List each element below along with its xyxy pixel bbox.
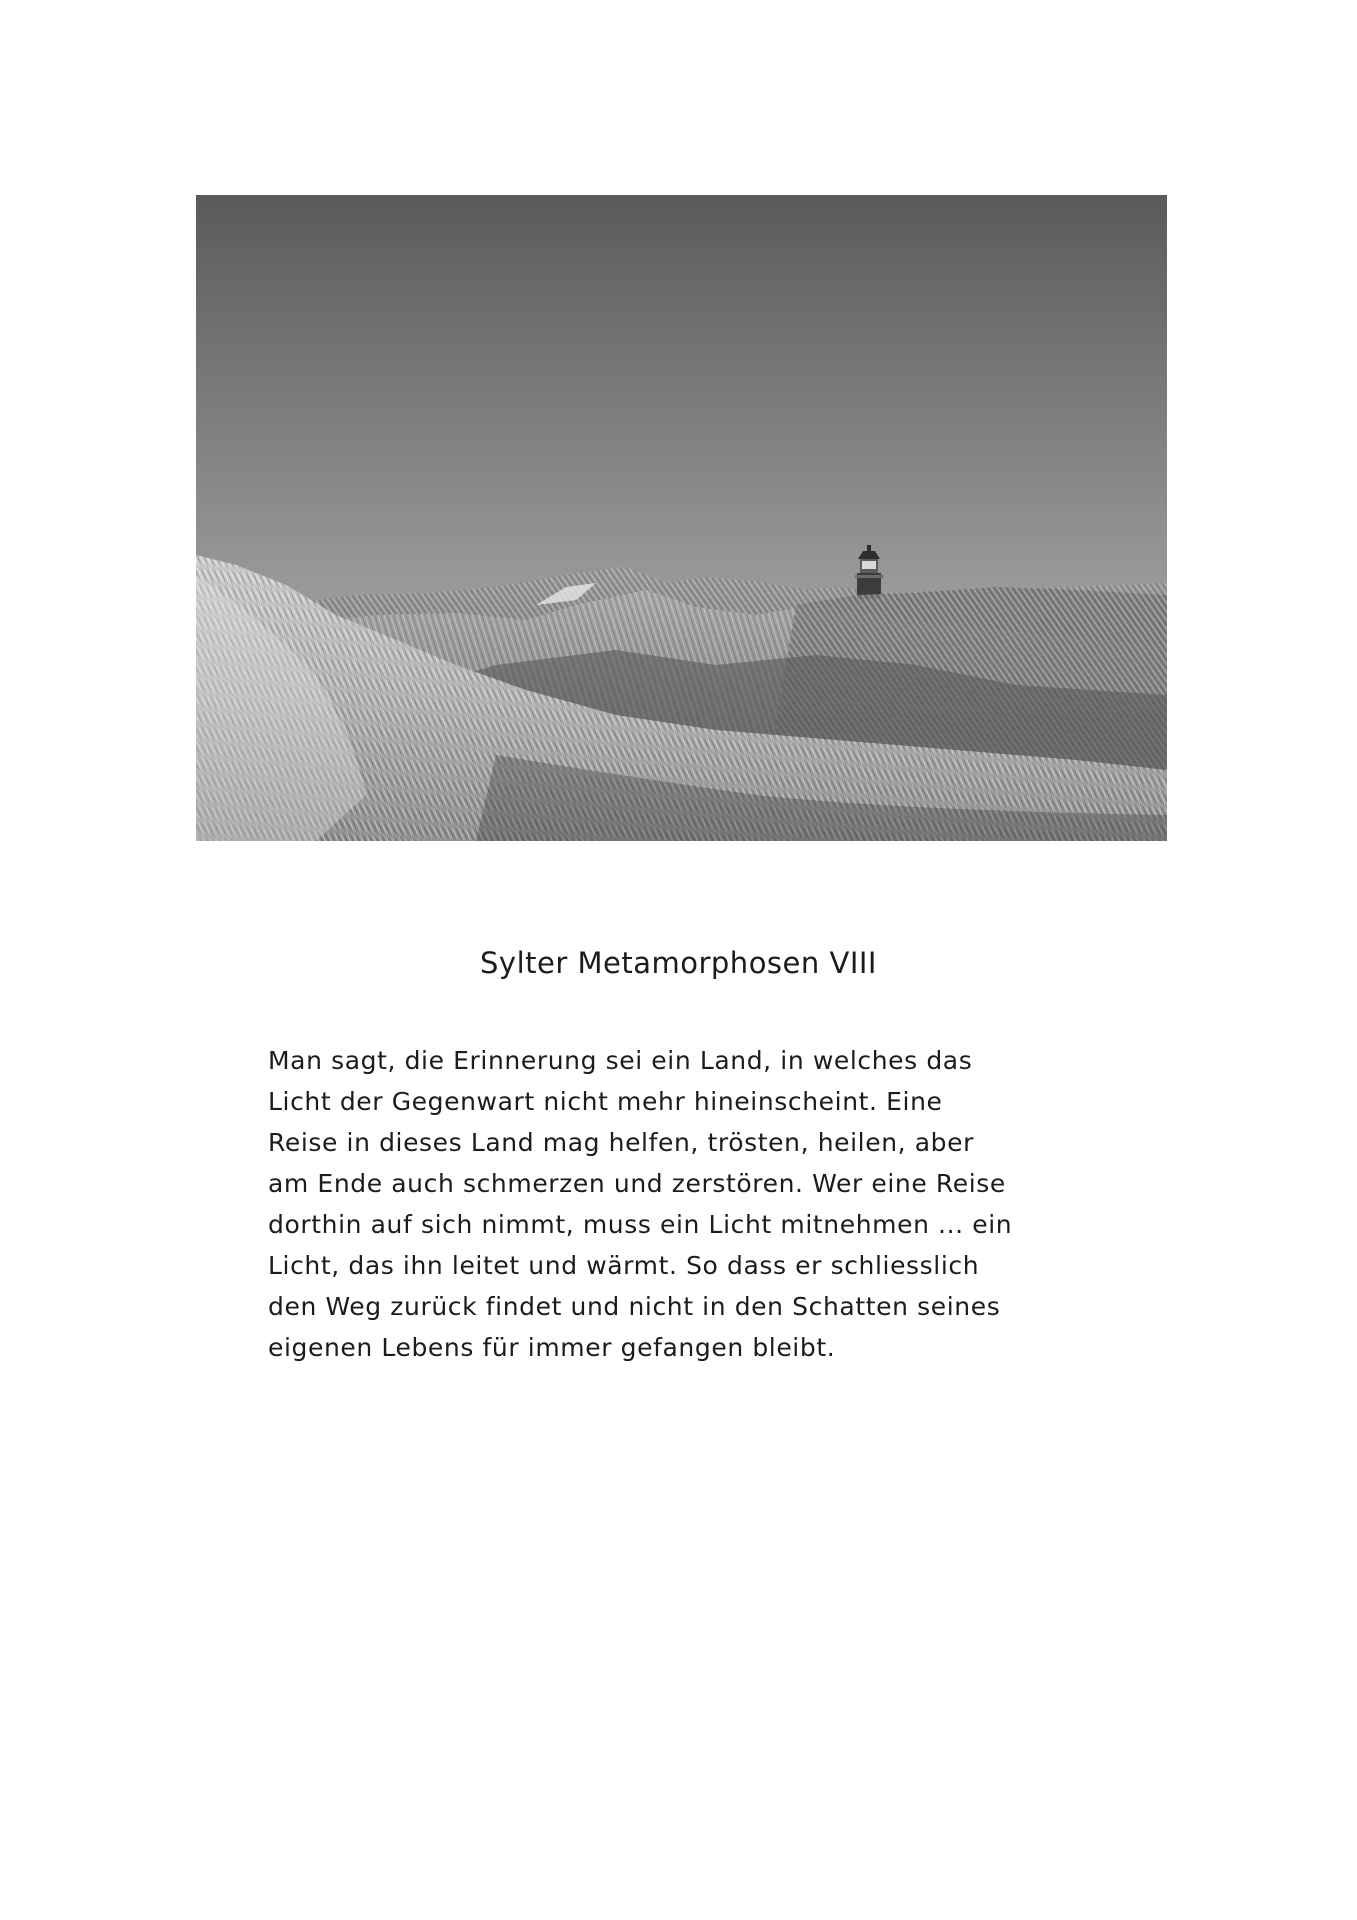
text-line: Man sagt, die Erinnerung sei ein Land, in welches das bbox=[268, 1046, 973, 1075]
page-title: Sylter Metamorphosen VIII bbox=[480, 946, 877, 980]
text-line: den Weg zurück findet und nicht in den Schatten seines bbox=[268, 1292, 1001, 1321]
text-line: Reise in dieses Land mag helfen, trösten, heilen, aber bbox=[268, 1128, 974, 1157]
text-line: Licht, das ihn leitet und wärmt. So dass er schliesslich bbox=[268, 1251, 980, 1280]
dune-lighthouse-image bbox=[196, 195, 1167, 841]
text-line: dorthin auf sich nimmt, muss ein Licht mitnehmen ... ein bbox=[268, 1210, 1013, 1239]
text-line: Licht der Gegenwart nicht mehr hineinscheint. Eine bbox=[268, 1087, 943, 1116]
text-line: eigenen Lebens für immer gefangen bleibt. bbox=[268, 1333, 836, 1362]
body-text bbox=[268, 1040, 1108, 1368]
text-line: am Ende auch schmerzen und zerstören. Wer eine Reise bbox=[268, 1169, 1006, 1198]
dune-photograph bbox=[196, 195, 1167, 841]
